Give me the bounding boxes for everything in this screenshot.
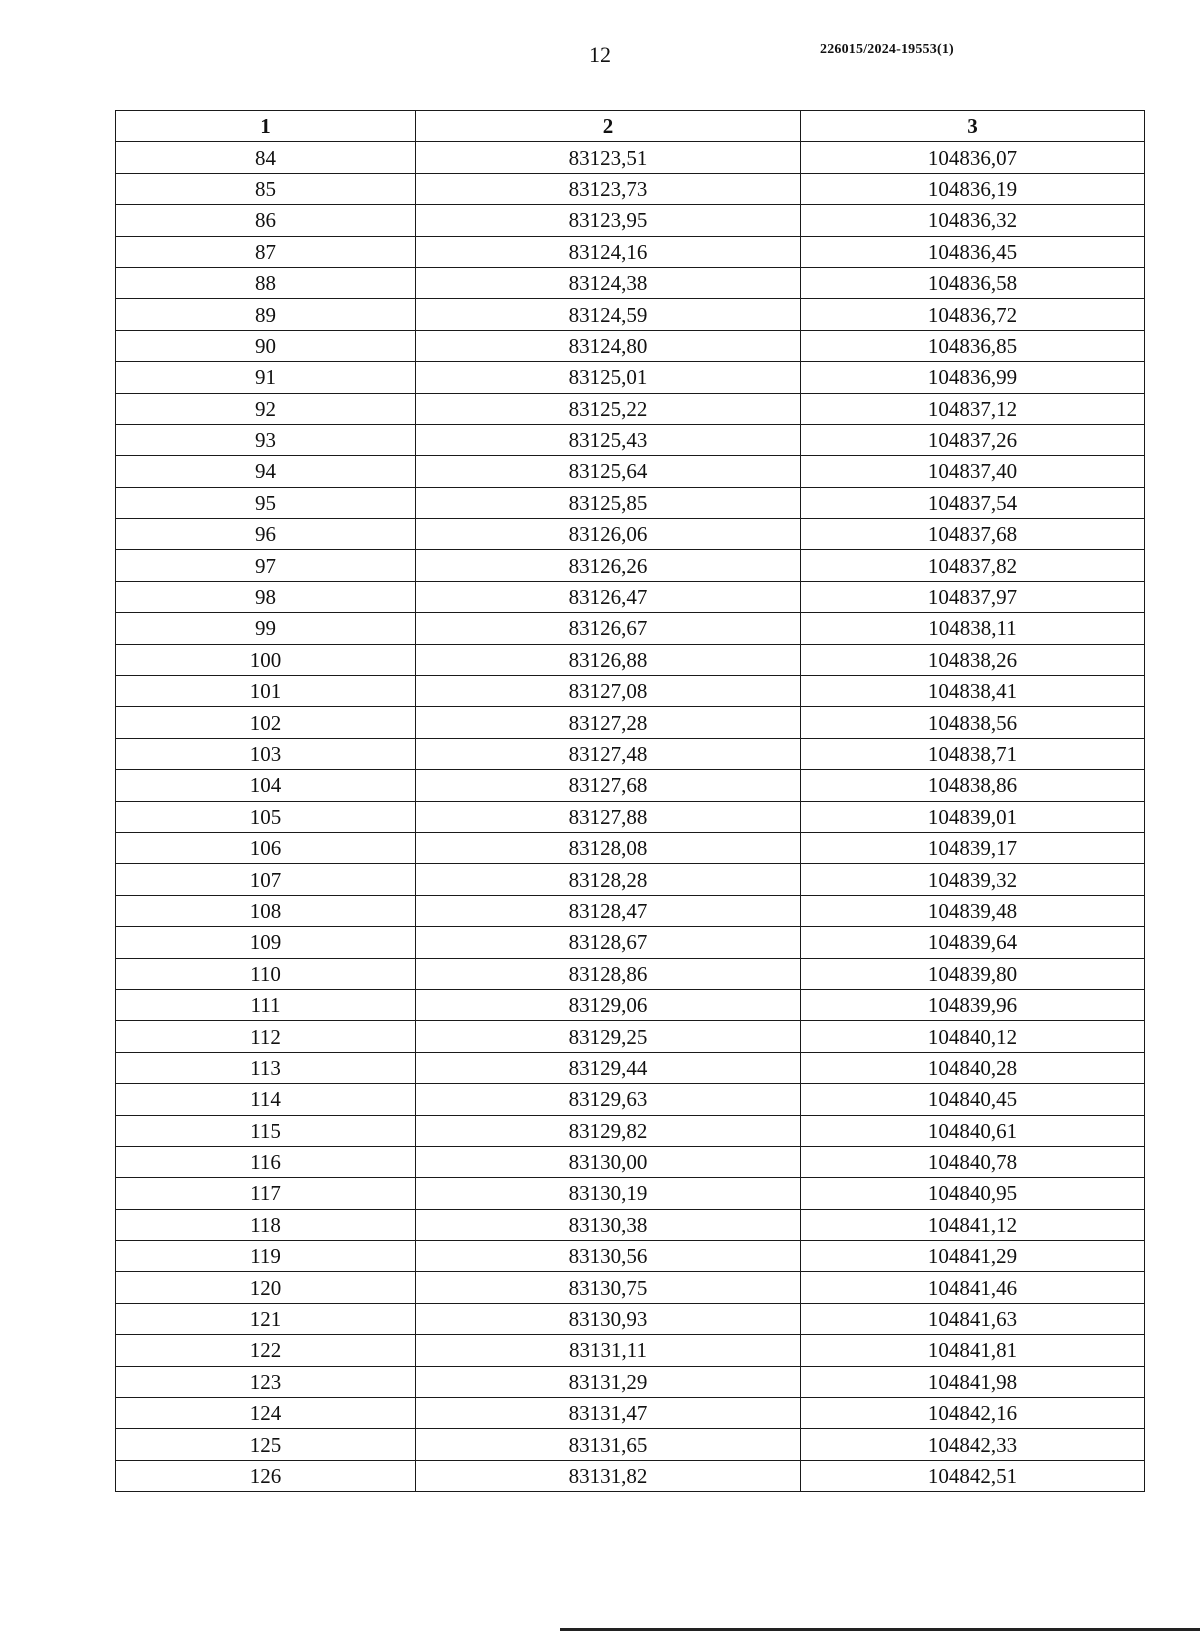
table-cell-col3: 104838,26 bbox=[801, 644, 1145, 675]
table-cell-col2: 83128,08 bbox=[416, 832, 801, 863]
table-row bbox=[116, 864, 1145, 895]
table-cell-col3: 104836,19 bbox=[801, 173, 1145, 204]
table-cell-col3: 104840,61 bbox=[801, 1115, 1145, 1146]
table-row bbox=[116, 581, 1145, 612]
table-cell-col3: 104836,85 bbox=[801, 330, 1145, 361]
table-row bbox=[116, 1146, 1145, 1177]
table-cell-col1: 93 bbox=[116, 424, 416, 455]
table-cell-col1: 121 bbox=[116, 1303, 416, 1334]
table-cell-col2: 83131,65 bbox=[416, 1429, 801, 1460]
table-cell-col3: 104838,41 bbox=[801, 676, 1145, 707]
table-row bbox=[116, 1335, 1145, 1366]
table-cell-col1: 123 bbox=[116, 1366, 416, 1397]
table-cell-col1: 91 bbox=[116, 362, 416, 393]
table-cell-col3: 104841,29 bbox=[801, 1241, 1145, 1272]
table-cell-col3: 104840,45 bbox=[801, 1084, 1145, 1115]
table-cell-col2: 83128,47 bbox=[416, 895, 801, 926]
table-cell-col2: 83128,67 bbox=[416, 927, 801, 958]
table-cell-col1: 100 bbox=[116, 644, 416, 675]
table-cell-col1: 125 bbox=[116, 1429, 416, 1460]
table-cell-col1: 113 bbox=[116, 1052, 416, 1083]
table-cell-col1: 109 bbox=[116, 927, 416, 958]
table-cell-col1: 111 bbox=[116, 989, 416, 1020]
table-row bbox=[116, 236, 1145, 267]
table-row bbox=[116, 895, 1145, 926]
footer-rule bbox=[560, 1628, 1200, 1631]
table-cell-col3: 104836,99 bbox=[801, 362, 1145, 393]
table-cell-col2: 83128,28 bbox=[416, 864, 801, 895]
table-cell-col2: 83130,38 bbox=[416, 1209, 801, 1240]
table-body bbox=[116, 142, 1145, 1492]
table-cell-col3: 104840,12 bbox=[801, 1021, 1145, 1052]
table-cell-col2: 83130,75 bbox=[416, 1272, 801, 1303]
table-cell-col3: 104839,01 bbox=[801, 801, 1145, 832]
table-row bbox=[116, 550, 1145, 581]
table-cell-col3: 104837,82 bbox=[801, 550, 1145, 581]
table-cell-col3: 104839,48 bbox=[801, 895, 1145, 926]
table-cell-col2: 83131,11 bbox=[416, 1335, 801, 1366]
table-cell-col3: 104840,78 bbox=[801, 1146, 1145, 1177]
table-cell-col3: 104837,97 bbox=[801, 581, 1145, 612]
table-cell-col3: 104837,12 bbox=[801, 393, 1145, 424]
table-cell-col2: 83125,64 bbox=[416, 456, 801, 487]
table-row bbox=[116, 1209, 1145, 1240]
table-cell-col2: 83126,47 bbox=[416, 581, 801, 612]
table-header-row bbox=[116, 111, 1145, 142]
table-cell-col1: 122 bbox=[116, 1335, 416, 1366]
table-row bbox=[116, 424, 1145, 455]
table-cell-col3: 104839,32 bbox=[801, 864, 1145, 895]
table-row bbox=[116, 1429, 1145, 1460]
table-cell-col1: 120 bbox=[116, 1272, 416, 1303]
table-cell-col2: 83126,88 bbox=[416, 644, 801, 675]
table-cell-col1: 88 bbox=[116, 267, 416, 298]
table-cell-col2: 83128,86 bbox=[416, 958, 801, 989]
table-row bbox=[116, 1303, 1145, 1334]
table-cell-col2: 83123,95 bbox=[416, 205, 801, 236]
table-cell-col2: 83130,19 bbox=[416, 1178, 801, 1209]
table-row bbox=[116, 927, 1145, 958]
table-cell-col2: 83125,01 bbox=[416, 362, 801, 393]
table-row bbox=[116, 676, 1145, 707]
table-cell-col1: 114 bbox=[116, 1084, 416, 1115]
table-row bbox=[116, 613, 1145, 644]
table-cell-col2: 83131,82 bbox=[416, 1460, 801, 1491]
table-cell-col2: 83127,28 bbox=[416, 707, 801, 738]
table-cell-col2: 83131,47 bbox=[416, 1398, 801, 1429]
table-row bbox=[116, 958, 1145, 989]
table-header bbox=[116, 111, 1145, 142]
table-row bbox=[116, 989, 1145, 1020]
table-cell-col1: 107 bbox=[116, 864, 416, 895]
table-cell-col2: 83130,00 bbox=[416, 1146, 801, 1177]
table-cell-col1: 90 bbox=[116, 330, 416, 361]
table-cell-col3: 104837,68 bbox=[801, 519, 1145, 550]
table-cell-col3: 104837,40 bbox=[801, 456, 1145, 487]
table-cell-col3: 104837,26 bbox=[801, 424, 1145, 455]
table-cell-col1: 89 bbox=[116, 299, 416, 330]
table-cell-col1: 112 bbox=[116, 1021, 416, 1052]
table-cell-col1: 105 bbox=[116, 801, 416, 832]
table-cell-col1: 99 bbox=[116, 613, 416, 644]
table-cell-col2: 83130,93 bbox=[416, 1303, 801, 1334]
page-number: 12 bbox=[589, 42, 611, 67]
table-cell-col3: 104841,46 bbox=[801, 1272, 1145, 1303]
table-cell-col2: 83129,63 bbox=[416, 1084, 801, 1115]
table-row bbox=[116, 1052, 1145, 1083]
table-cell-col3: 104842,33 bbox=[801, 1429, 1145, 1460]
table-cell-col2: 83126,06 bbox=[416, 519, 801, 550]
table-cell-col1: 124 bbox=[116, 1398, 416, 1429]
table-row bbox=[116, 393, 1145, 424]
column-header-1: 1 bbox=[116, 111, 416, 142]
table-row bbox=[116, 267, 1145, 298]
table-row bbox=[116, 644, 1145, 675]
table-cell-col1: 104 bbox=[116, 770, 416, 801]
table-cell-col2: 83129,82 bbox=[416, 1115, 801, 1146]
table-cell-col3: 104836,32 bbox=[801, 205, 1145, 236]
table-row bbox=[116, 1460, 1145, 1491]
document-reference: 226015/2024-19553(1) bbox=[820, 42, 954, 57]
table-cell-col2: 83125,43 bbox=[416, 424, 801, 455]
table-cell-col1: 87 bbox=[116, 236, 416, 267]
table-cell-col1: 106 bbox=[116, 832, 416, 863]
table-cell-col1: 85 bbox=[116, 173, 416, 204]
table-cell-col3: 104836,58 bbox=[801, 267, 1145, 298]
table-cell-col1: 117 bbox=[116, 1178, 416, 1209]
table-cell-col2: 83126,67 bbox=[416, 613, 801, 644]
table-cell-col3: 104838,86 bbox=[801, 770, 1145, 801]
table-cell-col3: 104838,71 bbox=[801, 738, 1145, 769]
column-header-2: 2 bbox=[416, 111, 801, 142]
table-row bbox=[116, 173, 1145, 204]
table-row bbox=[116, 519, 1145, 550]
table-row bbox=[116, 1021, 1145, 1052]
table-cell-col2: 83127,08 bbox=[416, 676, 801, 707]
table-row bbox=[116, 1084, 1145, 1115]
table-cell-col3: 104840,95 bbox=[801, 1178, 1145, 1209]
table-cell-col3: 104838,11 bbox=[801, 613, 1145, 644]
table-cell-col1: 92 bbox=[116, 393, 416, 424]
table-row bbox=[116, 456, 1145, 487]
table-cell-col1: 116 bbox=[116, 1146, 416, 1177]
table-row bbox=[116, 487, 1145, 518]
coordinates-table bbox=[115, 110, 1145, 1492]
table-row bbox=[116, 330, 1145, 361]
table-cell-col1: 103 bbox=[116, 738, 416, 769]
table-cell-col2: 83127,68 bbox=[416, 770, 801, 801]
table-cell-col1: 126 bbox=[116, 1460, 416, 1491]
table-cell-col1: 119 bbox=[116, 1241, 416, 1272]
table-cell-col3: 104839,64 bbox=[801, 927, 1145, 958]
table-row bbox=[116, 362, 1145, 393]
table-row bbox=[116, 1398, 1145, 1429]
table-cell-col2: 83125,85 bbox=[416, 487, 801, 518]
table-cell-col2: 83129,06 bbox=[416, 989, 801, 1020]
table-row bbox=[116, 832, 1145, 863]
table-row bbox=[116, 1115, 1145, 1146]
table-cell-col3: 104839,17 bbox=[801, 832, 1145, 863]
table-cell-col2: 83124,59 bbox=[416, 299, 801, 330]
table-cell-col3: 104842,51 bbox=[801, 1460, 1145, 1491]
table-cell-col2: 83123,51 bbox=[416, 142, 801, 173]
table-cell-col2: 83129,25 bbox=[416, 1021, 801, 1052]
table-row bbox=[116, 1272, 1145, 1303]
table-cell-col1: 84 bbox=[116, 142, 416, 173]
table-cell-col3: 104839,96 bbox=[801, 989, 1145, 1020]
table-cell-col1: 115 bbox=[116, 1115, 416, 1146]
table-row bbox=[116, 1241, 1145, 1272]
table-cell-col1: 97 bbox=[116, 550, 416, 581]
table-cell-col1: 94 bbox=[116, 456, 416, 487]
table-cell-col1: 118 bbox=[116, 1209, 416, 1240]
table-cell-col2: 83124,80 bbox=[416, 330, 801, 361]
table-cell-col1: 108 bbox=[116, 895, 416, 926]
table-cell-col3: 104836,07 bbox=[801, 142, 1145, 173]
table-row bbox=[116, 707, 1145, 738]
table-cell-col3: 104838,56 bbox=[801, 707, 1145, 738]
table-cell-col2: 83127,88 bbox=[416, 801, 801, 832]
column-header-3: 3 bbox=[801, 111, 1145, 142]
table-cell-col2: 83129,44 bbox=[416, 1052, 801, 1083]
table-cell-col3: 104842,16 bbox=[801, 1398, 1145, 1429]
table-cell-col2: 83131,29 bbox=[416, 1366, 801, 1397]
table-cell-col3: 104841,98 bbox=[801, 1366, 1145, 1397]
table-row bbox=[116, 205, 1145, 236]
table-cell-col2: 83124,38 bbox=[416, 267, 801, 298]
table-row bbox=[116, 770, 1145, 801]
table-cell-col3: 104839,80 bbox=[801, 958, 1145, 989]
table-cell-col3: 104841,81 bbox=[801, 1335, 1145, 1366]
table-cell-col1: 98 bbox=[116, 581, 416, 612]
table-cell-col1: 110 bbox=[116, 958, 416, 989]
table-cell-col3: 104840,28 bbox=[801, 1052, 1145, 1083]
table-cell-col3: 104841,63 bbox=[801, 1303, 1145, 1334]
table-row bbox=[116, 1178, 1145, 1209]
table-cell-col1: 95 bbox=[116, 487, 416, 518]
table-row bbox=[116, 142, 1145, 173]
table-cell-col2: 83125,22 bbox=[416, 393, 801, 424]
table-cell-col1: 102 bbox=[116, 707, 416, 738]
table-cell-col3: 104841,12 bbox=[801, 1209, 1145, 1240]
table-cell-col1: 101 bbox=[116, 676, 416, 707]
table-cell-col2: 83124,16 bbox=[416, 236, 801, 267]
table-row bbox=[116, 1366, 1145, 1397]
table-cell-col3: 104836,72 bbox=[801, 299, 1145, 330]
table-cell-col3: 104836,45 bbox=[801, 236, 1145, 267]
table-cell-col1: 96 bbox=[116, 519, 416, 550]
table-cell-col3: 104837,54 bbox=[801, 487, 1145, 518]
table-cell-col2: 83123,73 bbox=[416, 173, 801, 204]
table-row bbox=[116, 738, 1145, 769]
table-cell-col1: 86 bbox=[116, 205, 416, 236]
table-cell-col2: 83130,56 bbox=[416, 1241, 801, 1272]
table-cell-col2: 83126,26 bbox=[416, 550, 801, 581]
table-row bbox=[116, 299, 1145, 330]
table-cell-col2: 83127,48 bbox=[416, 738, 801, 769]
table-row bbox=[116, 801, 1145, 832]
